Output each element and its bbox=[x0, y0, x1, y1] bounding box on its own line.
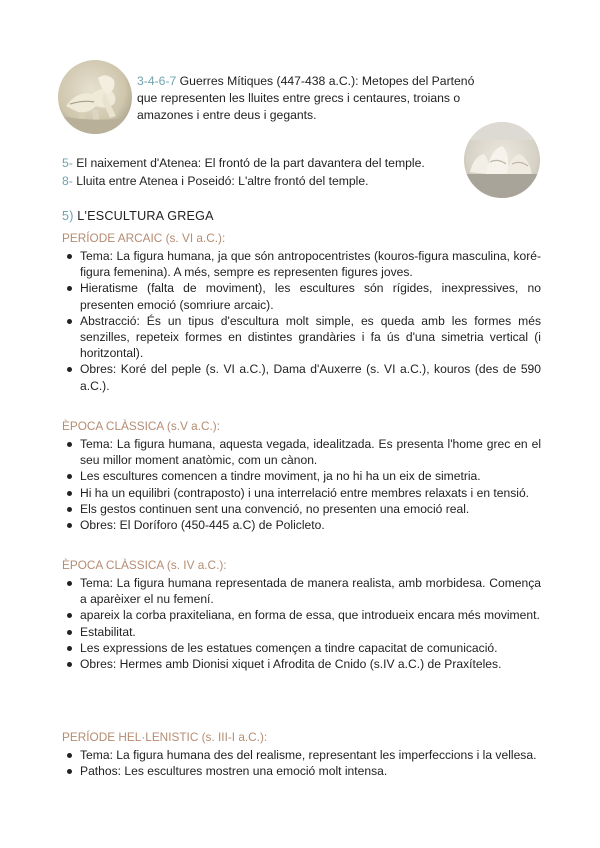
metopes-line-1 bbox=[137, 73, 474, 89]
list-item: Tema: La figura humana representada de manera realista, amb morbidesa. Comença a aparèixer el nu femení. bbox=[62, 575, 541, 607]
list-item: Abstracció: És un tipus d'escultura molt simple, es queda amb les formes més senzilles, repeteix formes en distintes grandàries i fa ús d'una simetria vertical (i horitzontal). bbox=[62, 313, 541, 362]
section-title-text: L'ESCULTURA GREGA bbox=[73, 209, 214, 223]
list-item: Tema: La figura humana des del realisme, representant les imperfeccions i la vellesa. bbox=[62, 747, 541, 763]
bullet-list-classica-iv bbox=[62, 575, 541, 672]
section-number: 5) bbox=[62, 209, 74, 223]
list-item: Les escultures comencen a tindre moviment, ja no hi ha un eix de simetria. bbox=[62, 468, 541, 484]
period-heading-arcaic: PERÍODE ARCAIC (s. VI a.C.): bbox=[62, 231, 226, 245]
metope-photo bbox=[58, 60, 132, 134]
period-heading-hellenistic: PERÍODE HEL·LENISTIC (s. III-I a.C.): bbox=[62, 730, 268, 744]
metopes-line-2: que representen les lluites entre grecs i centaures, troians o bbox=[137, 91, 461, 105]
list-item: Obres: Hermes amb Dionisi xiquet i Afrodita de Cnido (s.IV a.C.) de Praxíteles. bbox=[62, 656, 541, 672]
metopes-text-1: Guerres Mítiques (447-438 a.C.): Metopes del Partenó bbox=[176, 74, 475, 88]
list-item: Estabilitat. bbox=[62, 624, 541, 640]
list-item: Els gestos continuen sent una convenció, no presenten una emoció real. bbox=[62, 501, 541, 517]
list-item: Pathos: Les escultures mostren una emoció molt intensa. bbox=[62, 763, 541, 779]
list-item: Hieratisme (falta de moviment), les escultures són rígides, inexpressives, no presenten emoció (somriure arcaic). bbox=[62, 280, 541, 312]
metope-relief-image bbox=[58, 60, 132, 134]
period-heading-classica-iv: ÈPOCA CLÀSSICA (s. IV a.C.): bbox=[62, 558, 227, 572]
list-item: Hi ha un equilibri (contraposto) i una interrelació entre membres relaxats i en tensió. bbox=[62, 485, 541, 501]
pediment-photo bbox=[464, 122, 540, 198]
list-item: Obres: Koré del peple (s. VI a.C.), Dama d'Auxerre (s. VI a.C.), kouros (des de 590 a.C.). bbox=[62, 361, 541, 393]
list-item: Les expressions de les estatues començen a tindre capacitat de comunicació. bbox=[62, 640, 541, 656]
list-item: Tema: La figura humana, ja que són antropocentristes (kouros-figura masculina, koré-figura femenina). A més, sempre es representen figures joves. bbox=[62, 248, 541, 280]
metopes-number: 3-4-6-7 bbox=[137, 74, 177, 88]
bullet-list-arcaic bbox=[62, 248, 541, 394]
list-item: Obres: El Doríforo (450-445 a.C) de Policleto. bbox=[62, 517, 541, 533]
period-heading-classica-v: ÈPOCA CLÀSSICA (s.V a.C.): bbox=[62, 419, 220, 433]
item-5-number: 5- bbox=[62, 156, 73, 170]
list-item: Tema: La figura humana, aquesta vegada, idealitzada. Es presenta l'home grec en el seu millor moment anatòmic, com un cànon. bbox=[62, 436, 541, 468]
bullet-list-classica-v bbox=[62, 436, 541, 533]
item-8-text: Lluita entre Atenea i Poseidó: L'altre frontó del temple. bbox=[72, 174, 369, 188]
section-title bbox=[62, 209, 214, 223]
item-8-number: 8- bbox=[62, 174, 73, 188]
item-8-line bbox=[62, 173, 369, 189]
bullet-list-hellenistic bbox=[62, 747, 541, 779]
pediment-sculpture-image bbox=[464, 122, 540, 198]
item-5-text: El naixement d'Atenea: El frontó de la part davantera del temple. bbox=[72, 156, 425, 170]
metopes-line-3: amazones i entre deus i gegants. bbox=[137, 108, 317, 122]
list-item: apareix la corba praxiteliana, en forma de essa, que introdueix encara més moviment. bbox=[62, 607, 541, 623]
item-5-line bbox=[62, 155, 425, 171]
